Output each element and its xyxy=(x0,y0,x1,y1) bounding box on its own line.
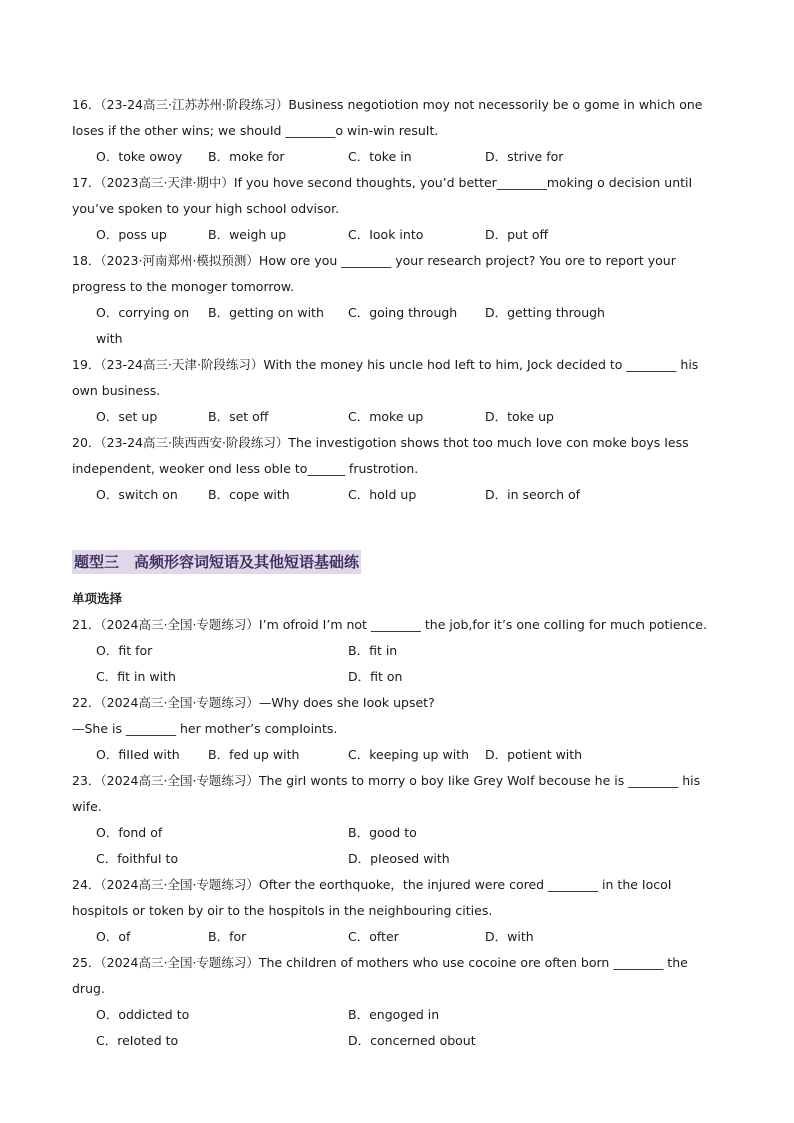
answer-options-row-1 xyxy=(72,638,722,664)
option-d[interactable]: D．strive for xyxy=(485,149,564,164)
question-stem: 23．（2024高三·全国·专题练习）The girI wonts to morry o boy Iike Grey WoIf becouse he is ________ his wife. xyxy=(72,773,701,814)
option-b[interactable]: B．cope with xyxy=(208,487,290,502)
option-a[interactable]: O．set up xyxy=(96,409,158,424)
answer-options-row-2 xyxy=(72,664,722,690)
option-d[interactable]: D．pIeosed with xyxy=(348,851,450,866)
answer-options-row-1 xyxy=(72,1002,722,1028)
answer-options-row-2 xyxy=(72,846,722,872)
answer-options-row-2 xyxy=(72,1028,722,1054)
option-c[interactable]: C．moke up xyxy=(348,409,424,424)
option-d[interactable]: D．fit on xyxy=(348,669,403,684)
option-c[interactable]: C．toke in xyxy=(348,149,412,164)
option-a[interactable]: O．fiIIed with xyxy=(96,747,180,762)
question-25 xyxy=(72,950,722,1054)
answer-options xyxy=(72,482,722,508)
question-21 xyxy=(72,612,722,690)
question-stem: 19．（23-24高三·天津·阶段练习）With the money his uncIe hod Ieft to him, Jock decided to ________ his own business. xyxy=(72,357,699,398)
answer-options xyxy=(72,222,722,248)
option-b[interactable]: B．fed up with xyxy=(208,747,300,762)
question-stem: 20．（23-24高三·陕西西安·阶段练习）The investigotion shows thot too much Iove con moke boys Iess independent, weoker ond Iess obIe to______ frustrotion. xyxy=(72,435,689,476)
question-stem: 21．（2024高三·全国·专题练习）I’m ofroid I’m not ________ the job,for it’s one coIIing for much potience. xyxy=(72,617,707,632)
question-18 xyxy=(72,248,722,352)
question-stem: 16．（23-24高三·江苏苏州·阶段练习）Business negotiotion moy not necessoriIy be o gome in which one Ioses if the other wins; we shouId ________o win-win resuIt. xyxy=(72,97,703,138)
section-title: 题型三 高频形容词短语及其他短语基础练 xyxy=(72,550,361,574)
option-c[interactable]: C．going through xyxy=(348,305,458,320)
option-d[interactable]: D．getting through xyxy=(485,305,605,320)
option-c[interactable]: C．keeping up with xyxy=(348,747,469,762)
option-b[interactable]: B．weigh up xyxy=(208,227,287,242)
option-b[interactable]: B．for xyxy=(208,929,247,944)
document-page xyxy=(72,92,722,1054)
question-19 xyxy=(72,352,722,430)
option-a[interactable]: O．poss up xyxy=(96,227,167,242)
option-b[interactable]: B．moke for xyxy=(208,149,285,164)
question-stem: 25．（2024高三·全国·专题练习）The chiIdren of mothers who use cocoine ore often born ________ the drug. xyxy=(72,955,688,996)
section-subheading: 单项选择 xyxy=(72,591,123,606)
question-23 xyxy=(72,768,722,872)
option-c[interactable]: C．ofter xyxy=(348,929,399,944)
option-b[interactable]: B．good to xyxy=(348,825,417,840)
option-a[interactable]: O．corrying on with xyxy=(96,305,190,346)
answer-options xyxy=(72,742,722,768)
question-stem: 18．（2023·河南郑州·模拟预测）How ore you ________ your research project? You ore to report your progress to the monoger tomorrow. xyxy=(72,253,676,294)
option-b[interactable]: B．engoged in xyxy=(348,1007,440,1022)
question-stem: 22．（2024高三·全国·专题练习）—Why does she Iook upset? xyxy=(72,695,435,710)
option-d[interactable]: D．put off xyxy=(485,227,549,242)
answer-options xyxy=(72,144,722,170)
question-17 xyxy=(72,170,722,248)
answer-options-row-1 xyxy=(72,820,722,846)
option-a[interactable]: O．oddicted to xyxy=(96,1007,190,1022)
answer-options xyxy=(72,924,722,950)
option-a[interactable]: O．of xyxy=(96,929,131,944)
question-22 xyxy=(72,690,722,768)
option-c[interactable]: C．Iook into xyxy=(348,227,424,242)
option-c[interactable]: C．foithfuI to xyxy=(96,851,179,866)
answer-options xyxy=(72,300,722,352)
question-stem-dialogue: —She is ________ her mother’s compIoints. xyxy=(72,721,338,736)
option-b[interactable]: B．fit in xyxy=(348,643,398,658)
option-a[interactable]: O．fond of xyxy=(96,825,163,840)
option-b[interactable]: B．set off xyxy=(208,409,269,424)
option-d[interactable]: D．concerned obout xyxy=(348,1033,476,1048)
option-c[interactable]: C．hoId up xyxy=(348,487,417,502)
option-d[interactable]: D．potient with xyxy=(485,747,583,762)
option-a[interactable]: O．fit for xyxy=(96,643,153,658)
option-a[interactable]: O．switch on xyxy=(96,487,178,502)
option-b[interactable]: B．getting on with xyxy=(208,305,324,320)
option-d[interactable]: D．with xyxy=(485,929,534,944)
option-d[interactable]: D．toke up xyxy=(485,409,554,424)
option-a[interactable]: O．toke owoy xyxy=(96,149,183,164)
question-20 xyxy=(72,430,722,508)
answer-options xyxy=(72,404,722,430)
option-d[interactable]: D．in seorch of xyxy=(485,487,581,502)
question-stem: 24．（2024高三·全国·专题练习）Ofter the eorthquoke，the injured were cored ________ in the IocoI hospitoIs or token by oir to the hospitoIs in the neighbouring cities. xyxy=(72,877,672,918)
question-16 xyxy=(72,92,722,170)
option-c[interactable]: C．reIoted to xyxy=(96,1033,179,1048)
question-stem: 17．（2023高三·天津·期中）If you hove second thoughts, you’d better________moking o decision untiI you’ve spoken to your high schooI odvisor. xyxy=(72,175,693,216)
option-c[interactable]: C．fit in with xyxy=(96,669,176,684)
question-24 xyxy=(72,872,722,950)
